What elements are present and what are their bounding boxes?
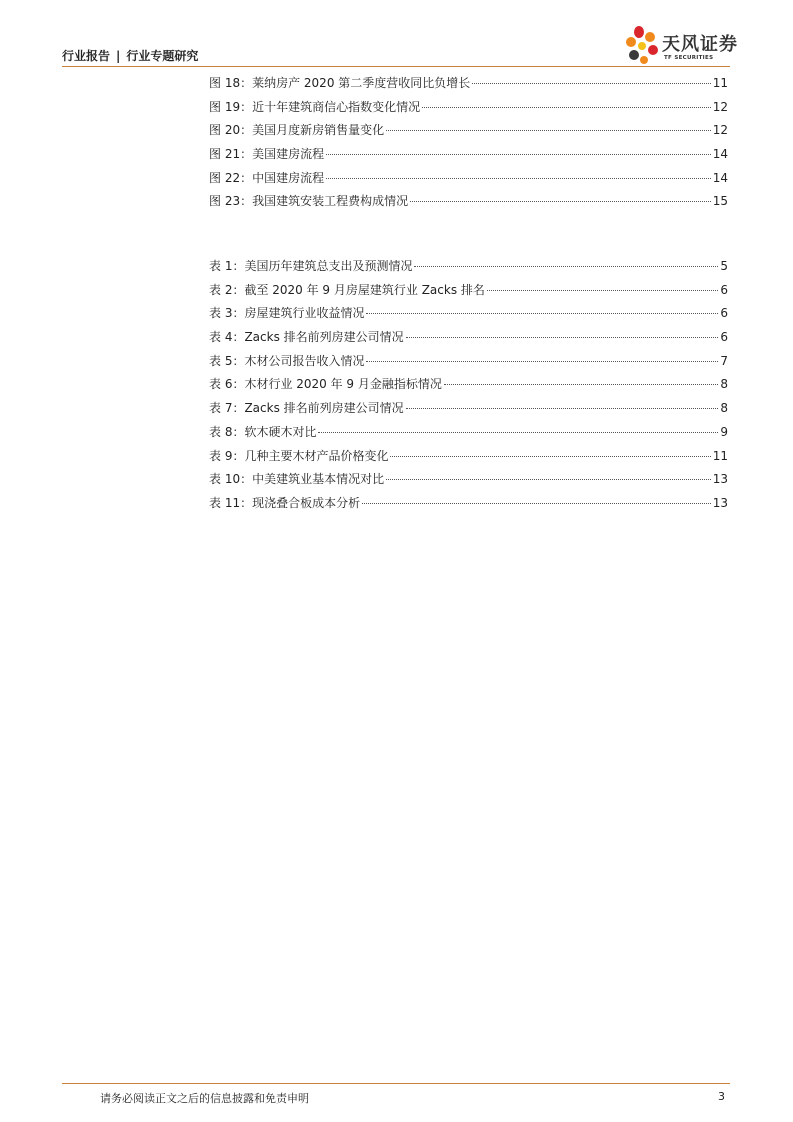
entry-number: 表 5： <box>209 353 245 368</box>
entry-number: 表 8： <box>209 424 245 439</box>
figure-entry[interactable] <box>209 145 728 169</box>
entry-title: 软木硬木对比 <box>244 424 317 439</box>
entry-number: 表 7： <box>209 401 245 416</box>
entry-title: 木材行业 2020 年 9 月金融指标情况 <box>244 377 442 392</box>
entry-page: 9 <box>720 424 728 439</box>
entry-number: 表 10： <box>209 472 253 487</box>
dot-leader <box>326 178 711 179</box>
entry-page: 5 <box>720 259 728 273</box>
dot-leader <box>414 266 718 267</box>
entry-number: 图 21： <box>209 147 253 162</box>
entry-title: 中美建筑业基本情况对比 <box>252 472 385 487</box>
entry-page: 7 <box>720 353 728 368</box>
entry-page: 6 <box>720 282 728 297</box>
entry-page: 15 <box>712 194 728 209</box>
entry-page: 12 <box>712 123 728 138</box>
flower-logo-icon <box>622 22 662 68</box>
table-entry[interactable] <box>209 423 728 447</box>
table-entry[interactable] <box>209 375 728 399</box>
entry-number: 图 19： <box>209 99 253 114</box>
dot-leader <box>390 456 710 457</box>
entry-title: Zacks 排名前列房建公司情况 <box>244 401 404 416</box>
entry-page: 6 <box>720 306 728 321</box>
company-logo <box>622 22 738 68</box>
header-divider <box>62 66 730 67</box>
entry-title: 我国建筑安装工程费构成情况 <box>252 194 409 209</box>
table-entry[interactable] <box>209 494 728 518</box>
entry-page: 14 <box>712 147 728 162</box>
entry-number: 图 20： <box>209 123 253 138</box>
entry-number: 表 2： <box>209 282 245 297</box>
entry-number: 表 3： <box>209 306 245 321</box>
dot-leader <box>472 83 710 84</box>
table-entry[interactable] <box>209 304 728 328</box>
entry-title: 美国建房流程 <box>252 147 325 162</box>
table-entry[interactable] <box>209 257 728 281</box>
table-list <box>209 257 728 518</box>
page-number: 3 <box>718 1090 725 1103</box>
report-header <box>62 47 198 64</box>
entry-number: 表 6： <box>209 377 245 392</box>
dot-leader <box>318 432 718 433</box>
entry-number: 表 4： <box>209 330 245 345</box>
dot-leader <box>386 130 711 131</box>
entry-page: 14 <box>712 170 728 185</box>
dot-leader <box>410 201 711 202</box>
dot-leader <box>366 313 718 314</box>
table-entry[interactable] <box>209 399 728 423</box>
figure-entry[interactable] <box>209 169 728 193</box>
figure-entry[interactable] <box>209 74 728 98</box>
entry-page: 8 <box>720 401 728 416</box>
entry-title: 美国历年建筑总支出及预测情况 <box>244 259 413 273</box>
entry-title: 木材公司报告收入情况 <box>244 353 365 368</box>
dot-leader <box>406 337 719 338</box>
entry-page: 6 <box>720 330 728 345</box>
entry-title: 截至 2020 年 9 月房屋建筑行业 Zacks 排名 <box>244 282 485 297</box>
entry-title: 房屋建筑行业收益情况 <box>244 306 365 321</box>
dot-leader <box>362 503 711 504</box>
entry-title: 中国建房流程 <box>252 170 325 185</box>
logo-english-name: TF SECURITIES <box>664 55 714 61</box>
disclaimer-text: 请务必阅读正文之后的信息披露和免责申明 <box>100 1092 309 1105</box>
entry-number: 表 1： <box>209 259 245 273</box>
entry-page: 11 <box>712 76 728 90</box>
dot-leader <box>406 408 719 409</box>
entry-title: 莱纳房产 2020 第二季度营收同比负增长 <box>252 76 471 90</box>
figure-entry[interactable] <box>209 121 728 145</box>
logo-chinese-name: 天风证券 <box>662 34 738 55</box>
table-entry[interactable] <box>209 352 728 376</box>
figure-entry[interactable] <box>209 98 728 122</box>
table-entry[interactable] <box>209 470 728 494</box>
entry-page: 8 <box>720 377 728 392</box>
report-type: 行业报告 <box>62 49 111 63</box>
entry-number: 图 18： <box>209 76 253 90</box>
entry-page: 11 <box>712 448 728 463</box>
figure-entry[interactable] <box>209 192 728 216</box>
dot-leader <box>444 384 718 385</box>
table-entry[interactable] <box>209 447 728 471</box>
entry-title: 近十年建筑商信心指数变化情况 <box>252 99 421 114</box>
dot-leader <box>366 361 718 362</box>
dot-leader <box>487 290 718 291</box>
dot-leader <box>326 154 711 155</box>
entry-number: 图 22： <box>209 170 253 185</box>
entry-title: 美国月度新房销售量变化 <box>252 123 385 138</box>
entry-page: 13 <box>712 495 728 510</box>
dot-leader <box>386 479 711 480</box>
table-entry[interactable] <box>209 328 728 352</box>
entry-page: 13 <box>712 472 728 487</box>
table-entry[interactable] <box>209 281 728 305</box>
dot-leader <box>422 107 711 108</box>
figure-list <box>209 74 728 216</box>
entry-number: 表 11： <box>209 495 253 510</box>
entry-title: 几种主要木材产品价格变化 <box>244 448 389 463</box>
footer-divider <box>62 1083 730 1084</box>
entry-number: 表 9： <box>209 448 245 463</box>
entry-title: 现浇叠合板成本分析 <box>252 495 361 510</box>
entry-title: Zacks 排名前列房建公司情况 <box>244 330 404 345</box>
entry-page: 12 <box>712 99 728 114</box>
header-separator: | <box>116 49 121 63</box>
report-subtype: 行业专题研究 <box>126 49 199 63</box>
entry-number: 图 23： <box>209 194 253 209</box>
